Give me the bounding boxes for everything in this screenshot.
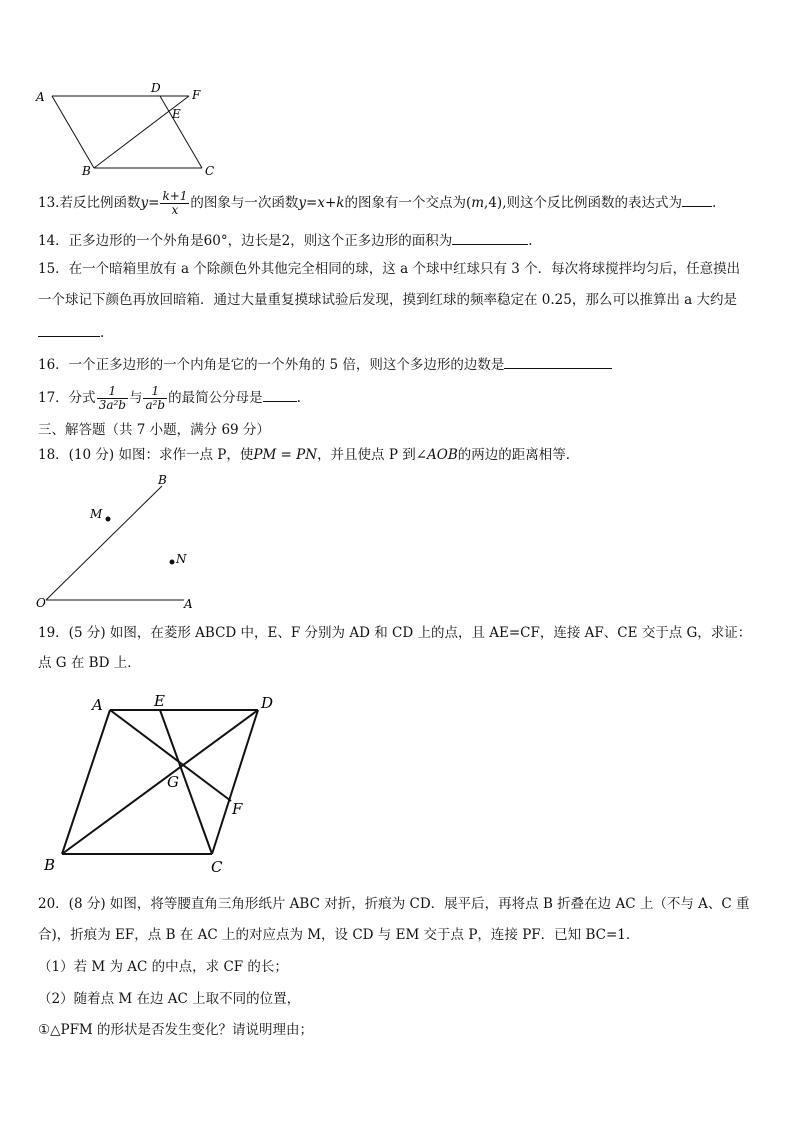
question-14 [38, 230, 533, 250]
q14-answer-blank[interactable] [452, 230, 528, 245]
q13-point-m: m [471, 195, 485, 211]
q20-line2: 合)，折痕为 EF，点 B 在 AC 上的对应点为 M，设 CD 与 EM 交于点 P，连接 PF．已知 BC=1． [38, 927, 640, 943]
q13-post: 的图象有一个交点为( [344, 195, 472, 211]
label-d: D [261, 694, 274, 712]
label-o: O [36, 596, 46, 610]
q15-answer-blank[interactable] [38, 322, 100, 337]
label-a: A [184, 597, 193, 611]
q20-sub2: （2）随着点 M 在边 AC 上取不同的位置， [38, 991, 301, 1007]
q18-eq: PM = PN [253, 447, 318, 463]
question-20-sub1 [38, 958, 288, 976]
label-a: A [36, 90, 45, 104]
question-15-line3 [38, 322, 104, 342]
q17-answer-blank[interactable] [263, 387, 297, 402]
q13-end: . [712, 195, 717, 211]
side-ab [62, 710, 110, 854]
q17-pre: 17．分式 [38, 390, 96, 406]
question-18 [38, 446, 579, 464]
segment-ab [52, 96, 94, 168]
question-16 [38, 354, 612, 374]
label-c: C [205, 164, 215, 178]
q19-line2: 点 G 在 BD 上． [38, 655, 141, 671]
question-20-line1 [38, 895, 750, 913]
label-c: C [211, 858, 223, 876]
label-g: G [167, 773, 179, 791]
q13-mid: 的图象与一次函数 [190, 195, 299, 211]
figure-angle-aob [34, 470, 204, 615]
ray-ob [46, 486, 162, 600]
q17-f1-den: 3a²b [98, 398, 126, 412]
section-3-title [38, 421, 270, 439]
q13-answer-blank[interactable] [682, 192, 712, 207]
label-d: D [151, 82, 161, 95]
q13-linear: y=x+k [298, 195, 345, 211]
q13-pre: 13.若反比例函数 [38, 195, 141, 211]
figure-rhombus-abcd [36, 688, 296, 880]
question-20-sub2 [38, 990, 300, 1008]
question-20-sub2a [38, 1021, 313, 1039]
q18-pre: 18．(10 分) 如图：求作一点 P，使 [38, 447, 254, 463]
q13-post2: ,4),则这个反比例函数的表达式为 [484, 195, 682, 211]
q13-frac-den: x [171, 203, 179, 217]
q13-y: y= [140, 195, 160, 211]
q20-sub1: （1）若 M 为 AC 的中点，求 CF 的长； [38, 959, 288, 975]
label-m: M [90, 507, 103, 521]
question-19-line2 [38, 654, 141, 672]
q17-end: . [296, 390, 301, 406]
question-17 [38, 381, 301, 415]
q16-answer-blank[interactable] [504, 354, 612, 369]
point-m [106, 517, 111, 522]
question-15-line2 [38, 291, 737, 309]
q20-sub2a: ①△PFM 的形状是否发生变化？请说明理由； [38, 1022, 314, 1038]
q13-fraction [160, 190, 189, 217]
label-b: B [82, 164, 91, 178]
diagonal-bd [62, 710, 258, 854]
q13-frac-num: k+1 [162, 189, 188, 203]
label-f: F [192, 88, 201, 102]
label-b: B [158, 473, 167, 487]
label-e: E [154, 692, 165, 710]
q15-line2: 一个球记下颜色再放回暗箱．通过大量重复摸球试验后发现，摸到红球的频率稳定在 0.25，那么可以推算出 a 大约是 [38, 292, 737, 308]
q16-text: 16．一个正多边形的一个内角是它的一个外角的 5 倍，则这个多边形的边数是 [38, 357, 505, 373]
q15-line1: 15．在一个暗箱里放有 a 个除颜色外其他完全相同的球，这 a 个球中红球只有 3 个．每次将球搅拌均匀后，任意摸出 [38, 261, 741, 277]
q17-fraction-2 [143, 385, 167, 412]
question-13 [38, 190, 716, 216]
segment-cd [160, 96, 202, 168]
question-15-line1 [38, 260, 740, 278]
q20-line1: 20．(8 分) 如图，将等腰直角三角形纸片 ABC 对折，折痕为 CD．展平后，再将点 B 折叠在边 AC 上（不与 A、C 重 [38, 896, 750, 912]
q18-angle: ∠AOB [415, 447, 458, 463]
question-19-line1 [38, 624, 751, 642]
q17-f2-num: 1 [143, 385, 167, 399]
q19-line1: 19．(5 分) 如图，在菱形 ABCD 中，E、F 分别为 AD 和 CD 上的点，且 AE=CF，连接 AF、CE 交于点 G，求证： [38, 625, 752, 641]
label-b: B [44, 856, 56, 874]
figure-parallelogram-top [34, 82, 224, 178]
q17-f1-num: 1 [97, 385, 128, 399]
q18-mid: ，并且使点 P 到 [317, 447, 416, 463]
label-n: N [176, 552, 187, 566]
q18-post: 的两边的距离相等． [457, 447, 580, 463]
q15-end: . [100, 325, 105, 341]
q14-end: . [528, 233, 533, 249]
q17-mid: 与 [128, 390, 143, 406]
q17-fraction-1 [97, 385, 128, 412]
q17-f2-den: a²b [145, 398, 166, 412]
q14-text: 14．正多边形的一个外角是60°，边长是2，则这个正多边形的面积为 [38, 233, 453, 249]
label-e: E [172, 107, 181, 121]
section-3-text: 三、解答题（共 7 小题，满分 69 分） [38, 422, 270, 438]
point-n [170, 560, 175, 565]
side-cd [212, 710, 258, 854]
question-20-line2 [38, 926, 639, 944]
label-f: F [232, 800, 243, 818]
q17-post: 的最简公分母是 [168, 390, 263, 406]
label-a: A [92, 696, 103, 714]
